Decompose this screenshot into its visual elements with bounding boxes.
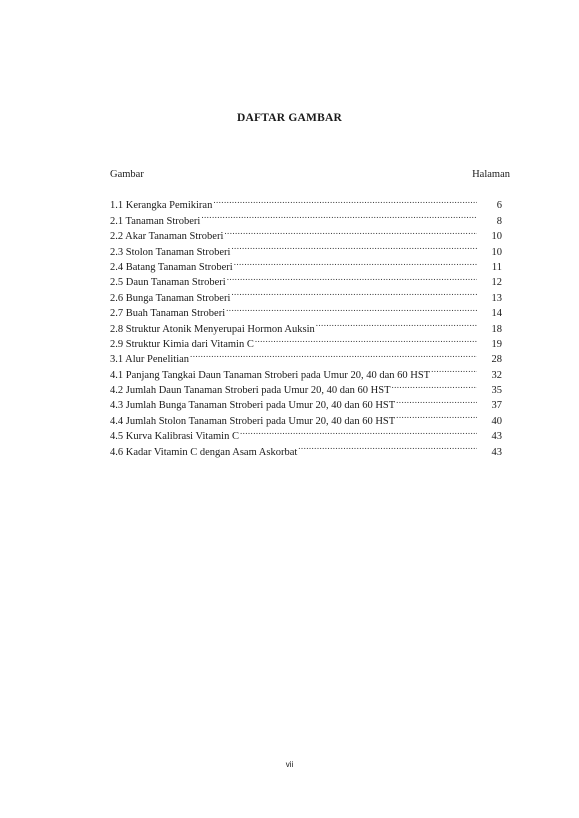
dot-leader (255, 332, 477, 347)
toc-entry-page: 14 (491, 308, 502, 320)
toc-entry-page: 10 (491, 231, 502, 243)
toc-entry-label: 4.3 Jumlah Bunga Tanaman Stroberi pada Umur 20, 40 dan 60 HST (110, 400, 396, 412)
figure-list (110, 193, 502, 458)
toc-entry-page: 32 (491, 369, 502, 381)
dot-leader (201, 208, 477, 223)
header-figure-label: Gambar (110, 169, 144, 180)
dot-leader (396, 408, 477, 423)
toc-entry-label: 4.2 Jumlah Daun Tanaman Stroberi pada Umur 20, 40 dan 60 HST (110, 385, 391, 397)
toc-entry-label: 4.5 Kurva Kalibrasi Vitamin C (110, 431, 239, 443)
toc-entry-label: 2.2 Akar Tanaman Stroberi (110, 231, 224, 243)
toc-entry-page: 35 (491, 385, 502, 397)
page-title: DAFTAR GAMBAR (237, 112, 342, 124)
toc-entry-label: 4.6 Kadar Vitamin C dengan Asam Askorbat (110, 446, 298, 458)
toc-entry-page: 40 (491, 415, 502, 427)
toc-entry-label: 2.3 Stolon Tanaman Stroberi (110, 246, 231, 258)
dot-leader (431, 362, 477, 377)
dot-leader (213, 193, 477, 208)
toc-entry-page: 37 (491, 400, 502, 412)
toc-entry-page: 6 (496, 200, 502, 212)
toc-entry-label: 2.7 Buah Tanaman Stroberi (110, 308, 226, 320)
dot-leader (226, 301, 477, 316)
dot-leader (234, 255, 477, 270)
dot-leader (298, 439, 477, 454)
dot-leader (240, 424, 477, 439)
toc-entry-label: 2.5 Daun Tanaman Stroberi (110, 277, 226, 289)
toc-entry-label: 2.8 Struktur Atonik Menyerupai Hormon Auksin (110, 323, 315, 335)
dot-leader (396, 393, 477, 408)
toc-entry-page: 43 (491, 431, 502, 443)
toc-entry-label: 4.1 Panjang Tangkai Daun Tanaman Stroberi pada Umur 20, 40 dan 60 HST (110, 369, 431, 381)
toc-entry-page: 18 (491, 323, 502, 335)
toc-entry-label: 2.4 Batang Tanaman Stroberi (110, 261, 233, 273)
dot-leader (231, 239, 477, 254)
header-page-label: Halaman (472, 169, 510, 180)
dot-leader (391, 378, 477, 393)
toc-entry-label: 2.1 Tanaman Stroberi (110, 215, 201, 227)
dot-leader (224, 224, 477, 239)
toc-entry-label: 1.1 Kerangka Pemikiran (110, 200, 213, 212)
dot-leader (227, 270, 477, 285)
dot-leader (316, 316, 477, 331)
toc-entry-page: 19 (491, 338, 502, 350)
toc-entry-label: 2.6 Bunga Tanaman Stroberi (110, 292, 231, 304)
page-number: vii (285, 760, 294, 769)
toc-entry-page: 11 (491, 261, 502, 273)
toc-entry-label: 2.9 Struktur Kimia dari Vitamin C (110, 338, 254, 350)
dot-leader (190, 347, 477, 362)
toc-entry-page: 13 (491, 292, 502, 304)
toc-entry-page: 28 (491, 354, 502, 366)
dot-leader (231, 285, 477, 300)
toc-entry-label: 4.4 Jumlah Stolon Tanaman Stroberi pada Umur 20, 40 dan 60 HST (110, 415, 396, 427)
toc-entry-page: 8 (496, 215, 502, 227)
toc-entry (110, 193, 502, 212)
toc-entry-page: 12 (491, 277, 502, 289)
toc-entry-label: 3.1 Alur Penelitian (110, 354, 190, 366)
toc-entry-page: 10 (491, 246, 502, 258)
toc-entry-page: 43 (491, 446, 502, 458)
